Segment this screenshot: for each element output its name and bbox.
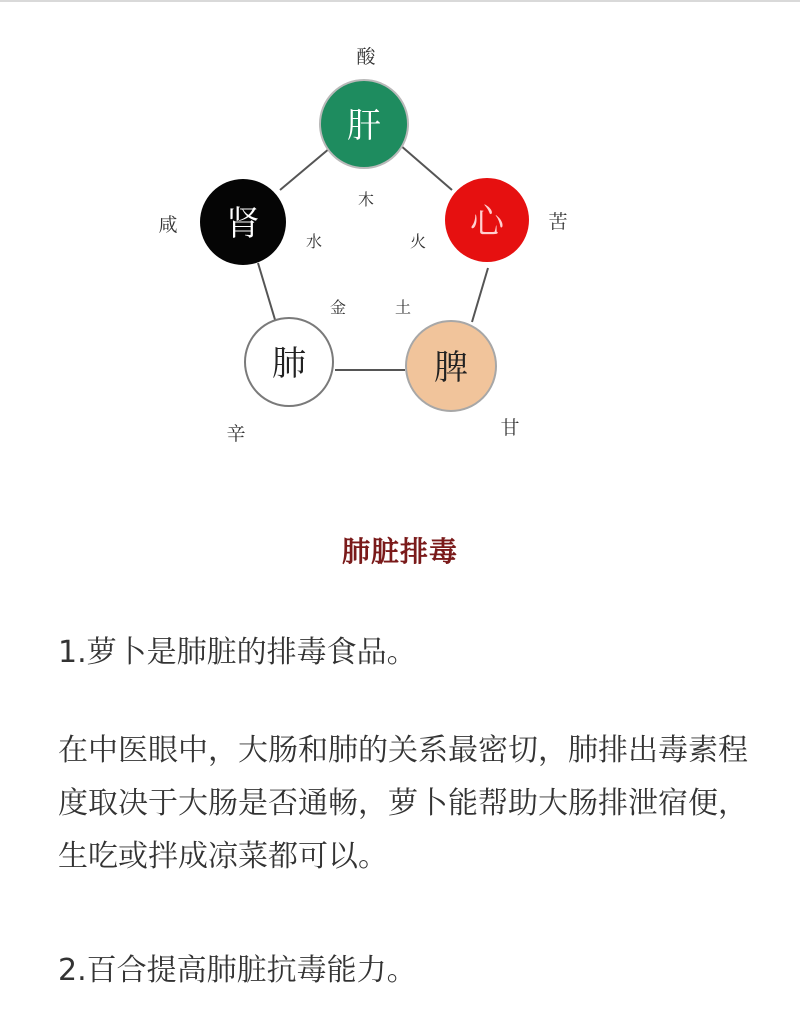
organ-lung bbox=[245, 318, 333, 406]
line-lung-kidney bbox=[258, 263, 276, 323]
organ-spleen-label: 脾 bbox=[434, 348, 468, 388]
taste-sour: 酸 bbox=[356, 46, 376, 68]
item1-heading: 1.萝卜是肺脏的排毒食品。 bbox=[58, 635, 417, 670]
line-liver-heart bbox=[400, 145, 452, 190]
organ-kidney-label: 肾 bbox=[226, 204, 260, 244]
element-metal: 金 bbox=[329, 298, 347, 317]
taste-pungent: 辛 bbox=[226, 423, 246, 445]
section-title: 肺脏排毒 bbox=[341, 535, 458, 568]
taste-sweet: 甘 bbox=[500, 417, 520, 439]
taste-salty: 咸 bbox=[158, 214, 178, 236]
organ-heart bbox=[445, 178, 529, 262]
element-earth: 土 bbox=[394, 298, 412, 317]
element-water: 水 bbox=[305, 232, 323, 251]
item2-heading: 2.百合提高肺脏抗毒能力。 bbox=[58, 953, 417, 988]
line-kidney-liver bbox=[280, 148, 330, 190]
organ-liver bbox=[320, 80, 408, 168]
organ-liver-label: 肝 bbox=[347, 106, 381, 146]
organ-heart-label: 心 bbox=[470, 202, 504, 242]
organ-lung-label: 肺 bbox=[272, 344, 306, 384]
organ-spleen bbox=[406, 321, 496, 411]
element-wood: 木 bbox=[357, 190, 375, 209]
organ-kidney bbox=[200, 179, 286, 265]
item1-body: 在中医眼中，大肠和肺的关系最密切，肺排出毒素程度取决于大肠是否通畅，萝卜能帮助大肠排泄宿便，生吃或拌成凉菜都可以。 bbox=[58, 733, 748, 874]
line-heart-spleen bbox=[472, 268, 488, 322]
taste-bitter: 苦 bbox=[548, 211, 568, 233]
element-fire: 火 bbox=[409, 232, 427, 251]
